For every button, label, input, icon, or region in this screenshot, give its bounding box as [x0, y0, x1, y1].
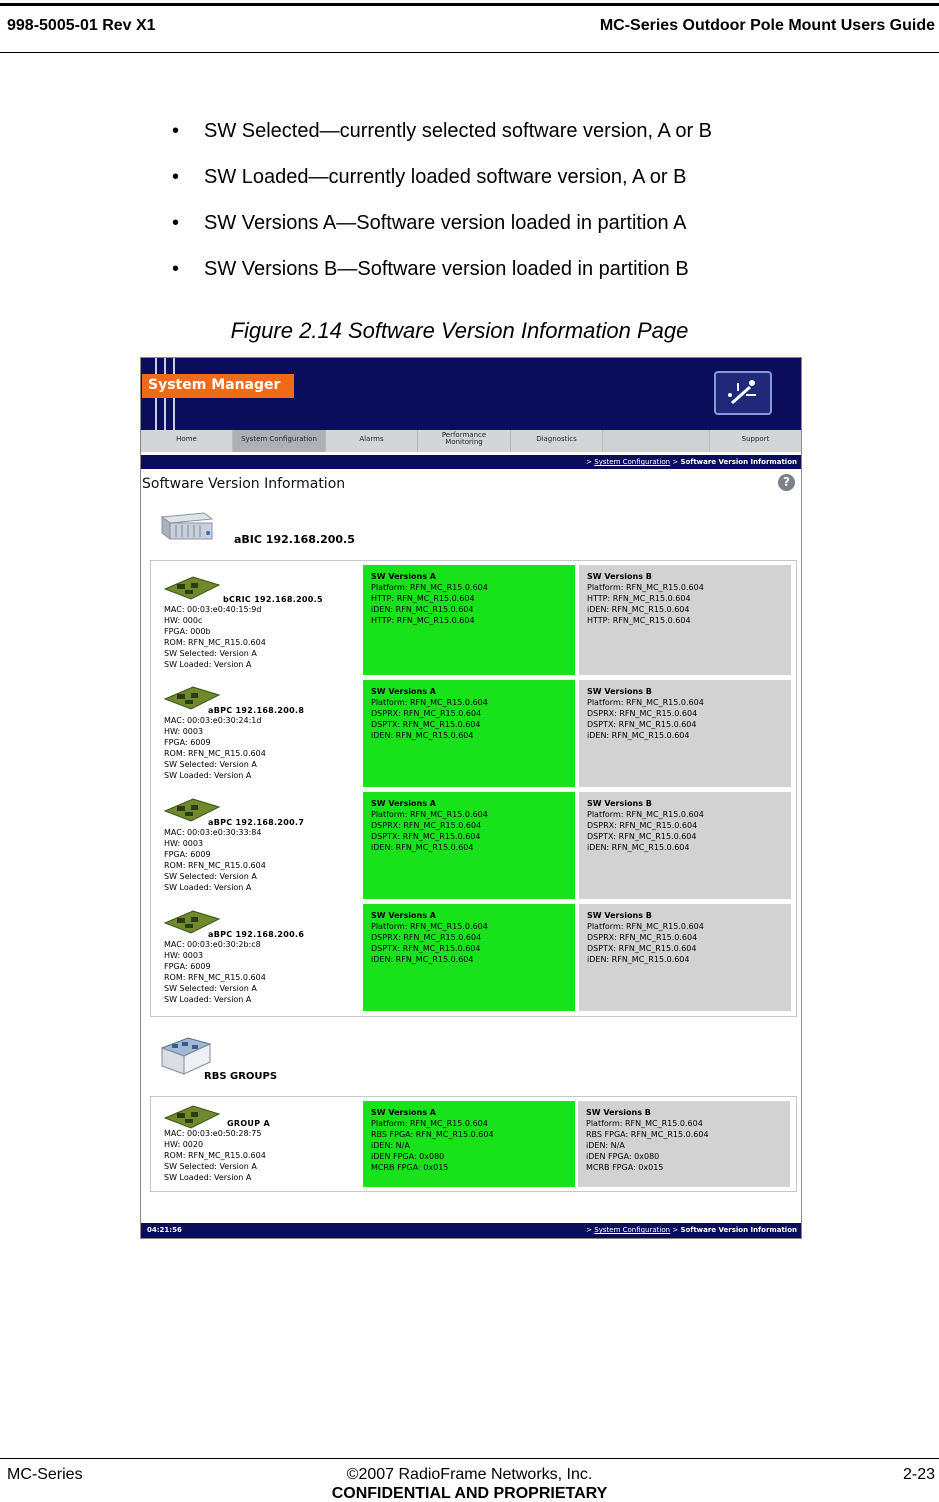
- tab-home[interactable]: Home: [141, 430, 233, 452]
- sw-versions-b-title: SW Versions B: [587, 799, 652, 808]
- sw-versions-b-title: SW Versions B: [587, 911, 652, 920]
- nav-spacer: [603, 430, 710, 452]
- breadcrumb-separator: >: [672, 1226, 679, 1234]
- sw-versions-a-body: Platform: RFN_MC_R15.0.604 RBS FPGA: RFN_MC_R15.0.604 iDEN: N/A iDEN FPGA: 0x080 MCRB FPGA: 0x015: [371, 1119, 494, 1172]
- bullet-item: [172, 212, 712, 258]
- sw-versions-a-body: Platform: RFN_MC_R15.0.604 DSPRX: RFN_MC_R15.0.604 DSPTX: RFN_MC_R15.0.604 iDEN: RFN_MC_R15.0.604: [371, 698, 488, 740]
- card-row: [151, 565, 796, 676]
- card-row: [151, 792, 796, 900]
- figure-caption-text: Figure 2.14 Software Version Information Page: [230, 318, 689, 343]
- breadcrumb-current: Software Version Information: [680, 458, 797, 466]
- bullet-dot: •: [172, 120, 180, 142]
- card-name: aBPC 192.168.200.7: [208, 818, 305, 827]
- sw-versions-b-body: Platform: RFN_MC_R15.0.604 RBS FPGA: RFN_MC_R15.0.604 iDEN: N/A iDEN FPGA: 0x080 MCRB FPGA: 0x015: [586, 1119, 709, 1172]
- footer-product: MC-Series: [7, 1466, 83, 1483]
- tab-label-line: Performance: [441, 431, 487, 439]
- sw-versions-b-body: Platform: RFN_MC_R15.0.604 DSPRX: RFN_MC_R15.0.604 DSPTX: RFN_MC_R15.0.604 iDEN: RFN_MC_R15.0.604: [587, 922, 704, 964]
- tab-label-line: Monitoring: [445, 438, 483, 446]
- tab-performance-monitoring[interactable]: [418, 430, 511, 452]
- sw-versions-a-body: Platform: RFN_MC_R15.0.604 DSPRX: RFN_MC_R15.0.604 DSPTX: RFN_MC_R15.0.604 iDEN: RFN_MC_R15.0.604: [371, 810, 488, 852]
- status-time: 04:21:56: [147, 1226, 182, 1234]
- circuit-card-icon: [163, 575, 221, 601]
- help-icon[interactable]: ?: [778, 474, 795, 491]
- breadcrumb-separator: >: [672, 458, 679, 466]
- sw-versions-b-title: SW Versions B: [587, 687, 652, 696]
- figure-caption: [0, 318, 939, 344]
- document-footer: [0, 1458, 939, 1502]
- doc-title: MC-Series Outdoor Pole Mount Users Guide: [599, 17, 935, 34]
- sw-versions-a-body: Platform: RFN_MC_R15.0.604 HTTP: RFN_MC_R15.0.604 iDEN: RFN_MC_R15.0.604 HTTP: RFN_MC_R15.0.604: [371, 583, 488, 625]
- sw-versions-a-box: [363, 792, 575, 899]
- sw-versions-b-box: [579, 565, 791, 675]
- card-info: MAC: 00:03:e0:30:33:84 HW: 0003 FPGA: 6009 ROM: RFN_MC_R15.0.604 SW Selected: Version A SW Loaded: Version A: [164, 828, 266, 892]
- breadcrumb-separator: >: [586, 458, 593, 466]
- bullet-text: SW Versions B—Software version loaded in partition B: [204, 258, 689, 280]
- sw-versions-a-title: SW Versions A: [371, 572, 436, 581]
- sw-versions-a-title: SW Versions A: [371, 911, 436, 920]
- sw-versions-b-box: [579, 792, 791, 899]
- page-title: Software Version Information: [142, 476, 346, 492]
- bullet-text: SW Versions A—Software version loaded in partition A: [204, 212, 687, 234]
- sw-versions-a-box: [363, 904, 575, 1011]
- bullet-text: SW Selected—currently selected software version, A or B: [204, 120, 712, 142]
- breadcrumb-separator: >: [586, 1226, 593, 1234]
- sw-versions-b-body: Platform: RFN_MC_R15.0.604 DSPRX: RFN_MC_R15.0.604 DSPTX: RFN_MC_R15.0.604 iDEN: RFN_MC_R15.0.604: [587, 698, 704, 740]
- header-top-rule: [0, 3, 939, 6]
- card-info: MAC: 00:03:e0:30:2b:c8 HW: 0003 FPGA: 6009 ROM: RFN_MC_R15.0.604 SW Selected: Version A SW Loaded: Version A: [164, 940, 266, 1004]
- bullet-list: [172, 120, 712, 304]
- card-name: aBPC 192.168.200.8: [208, 706, 305, 715]
- group-panel: [150, 1096, 797, 1192]
- sw-versions-a-title: SW Versions A: [371, 687, 436, 696]
- sw-versions-b-box: [579, 904, 791, 1011]
- confidential-notice: CONFIDENTIAL AND PROPRIETARY: [331, 1485, 608, 1502]
- status-current-page: Software Version Information: [680, 1226, 797, 1234]
- abic-chassis-icon: [158, 511, 214, 541]
- sw-versions-b-title: SW Versions B: [586, 1108, 651, 1117]
- circuit-card-icon: [163, 1104, 221, 1130]
- sw-versions-b-title: SW Versions B: [587, 572, 652, 581]
- sw-versions-a-body: Platform: RFN_MC_R15.0.604 DSPRX: RFN_MC_R15.0.604 DSPTX: RFN_MC_R15.0.604 iDEN: RFN_MC_R15.0.604: [371, 922, 488, 964]
- card-info: MAC: 00:03:e0:40:15:9d HW: 000c FPGA: 000b ROM: RFN_MC_R15.0.604 SW Selected: Version A SW Loaded: Version A: [164, 605, 266, 669]
- app-brand: System Manager: [142, 374, 294, 398]
- bullet-item: [172, 166, 712, 212]
- status-bar: [141, 1223, 801, 1238]
- sw-versions-a-box: [363, 1101, 575, 1187]
- group-name: GROUP A: [227, 1119, 270, 1128]
- card-row: [151, 904, 796, 1012]
- bullet-text: SW Loaded—currently loaded software version, A or B: [204, 166, 687, 188]
- doc-number: 998-5005-01 Rev X1: [7, 17, 156, 34]
- bullet-item: [172, 120, 712, 166]
- bullet-item: [172, 258, 712, 304]
- sw-versions-a-box: [363, 565, 575, 675]
- sw-versions-b-box: [579, 680, 791, 787]
- sw-versions-b-body: Platform: RFN_MC_R15.0.604 DSPRX: RFN_MC_R15.0.604 DSPTX: RFN_MC_R15.0.604 iDEN: RFN_MC_R15.0.604: [587, 810, 704, 852]
- abic-label: aBIC 192.168.200.5: [234, 533, 355, 546]
- sw-versions-a-box: [363, 680, 575, 787]
- tab-alarms[interactable]: Alarms: [326, 430, 418, 452]
- bullet-dot: •: [172, 212, 180, 234]
- footer-rule: [0, 1458, 939, 1459]
- logo-graphic: [716, 373, 770, 413]
- status-link-system-configuration[interactable]: System Configuration: [594, 1226, 671, 1234]
- card-name: bCRIC 192.168.200.5: [223, 595, 323, 604]
- breadcrumb: [141, 455, 801, 469]
- page-number: 2-23: [902, 1466, 935, 1483]
- group-info: MAC: 00:03:e0:50:28:75 HW: 0020 ROM: RFN_MC_R15.0.604 SW Selected: Version A SW Loaded: Version A: [164, 1129, 266, 1182]
- rbs-groups-label: RBS GROUPS: [204, 1071, 278, 1082]
- bullet-dot: •: [172, 258, 180, 280]
- footer-copyright: ©2007 RadioFrame Networks, Inc.: [346, 1466, 593, 1483]
- sw-versions-a-title: SW Versions A: [371, 1108, 436, 1117]
- group-row: [151, 1101, 796, 1189]
- sw-versions-a-title: SW Versions A: [371, 799, 436, 808]
- tab-diagnostics[interactable]: Diagnostics: [511, 430, 603, 452]
- card-info: MAC: 00:03:e0:30:24:1d HW: 0003 FPGA: 6009 ROM: RFN_MC_R15.0.604 SW Selected: Version A SW Loaded: Version A: [164, 716, 266, 780]
- breadcrumb-link-system-configuration[interactable]: System Configuration: [594, 458, 671, 466]
- sw-versions-b-box: [578, 1101, 790, 1187]
- document-header: [0, 0, 939, 54]
- header-bottom-rule: [0, 52, 939, 53]
- card-row: [151, 680, 796, 788]
- tab-support[interactable]: Support: [710, 430, 801, 452]
- card-name: aBPC 192.168.200.6: [208, 930, 305, 939]
- radioframe-logo-icon: [714, 371, 772, 415]
- app-banner: [141, 358, 801, 430]
- bullet-dot: •: [172, 166, 180, 188]
- status-breadcrumb: [586, 1226, 797, 1234]
- tab-system-configuration[interactable]: System Configuration: [233, 430, 326, 452]
- sw-versions-b-body: Platform: RFN_MC_R15.0.604 HTTP: RFN_MC_R15.0.604 iDEN: RFN_MC_R15.0.604 HTTP: RFN_MC_R15.0.604: [587, 583, 704, 625]
- software-version-screenshot: [140, 357, 802, 1239]
- card-panel: [150, 560, 797, 1017]
- main-nav: [141, 430, 801, 452]
